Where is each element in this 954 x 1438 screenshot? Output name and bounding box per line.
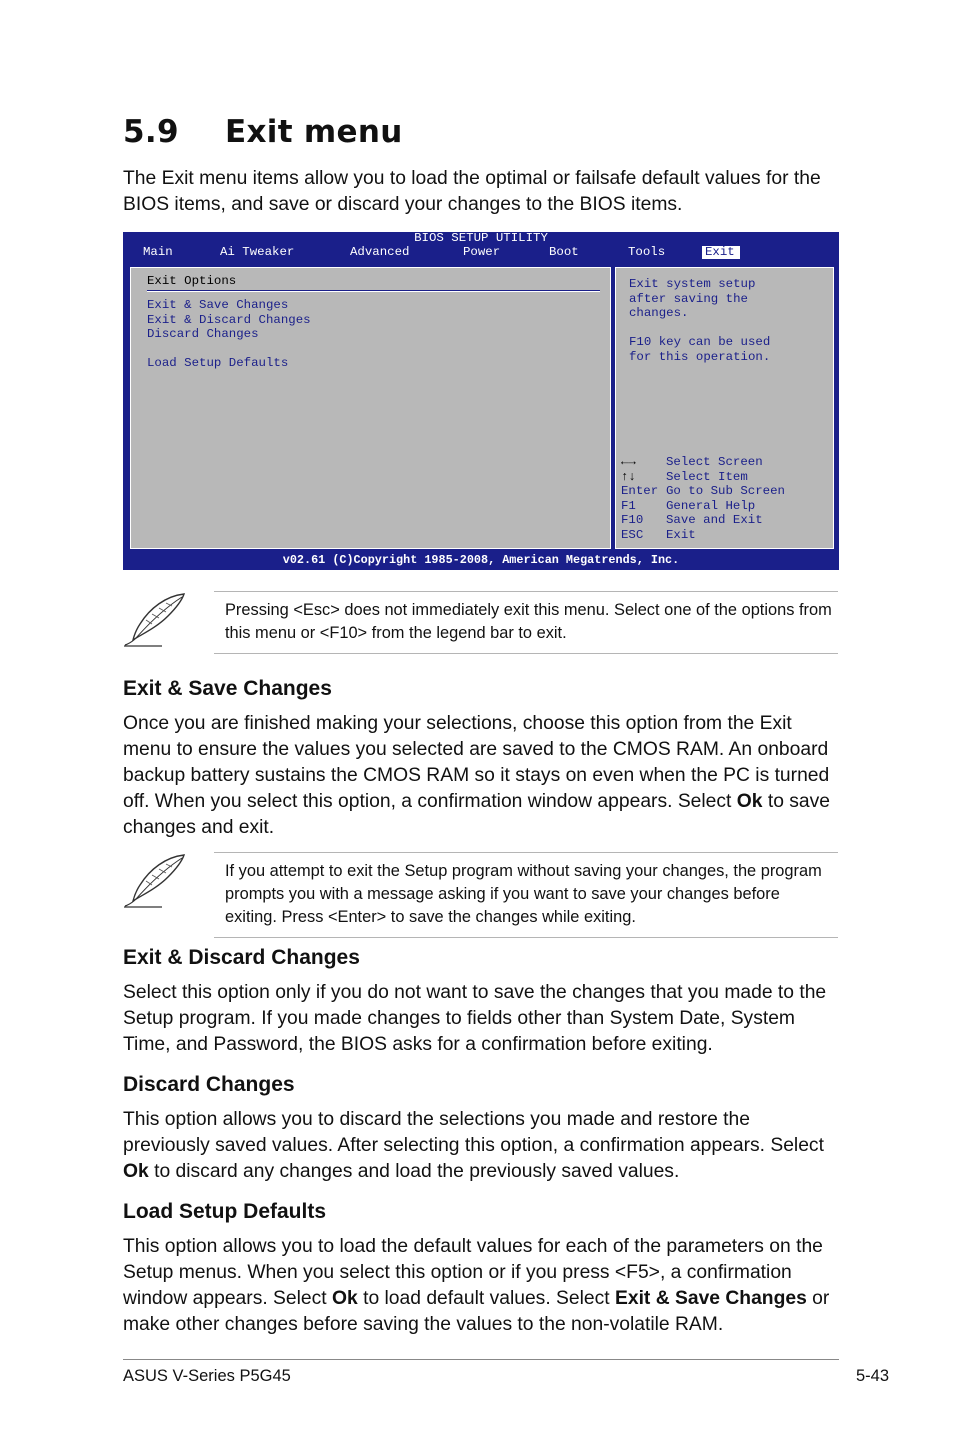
bios-legend-key: ESC — [621, 527, 644, 542]
bios-menubar — [123, 245, 839, 260]
bios-menu-ai-tweaker: Ai Tweaker — [220, 245, 295, 259]
bios-legend-action: General Help — [666, 498, 756, 513]
bios-title: BIOS SETUP UTILITY — [414, 231, 548, 245]
bios-menu-tools: Tools — [628, 245, 666, 259]
note-top-rule — [214, 591, 838, 592]
paragraph-load-defaults: This option allows you to load the default values for each of the parameters on the Setup menus. When you select this option or if you press <F5>, a confirmation window appears. Select Ok to load default values. Select Exit & Save Changes or make other changes before saving the values to the non-volatile RAM. — [123, 1236, 830, 1335]
bios-legend-key: F1 — [621, 498, 636, 513]
arrow-up-down-icon: ↑↓ — [621, 469, 636, 484]
bios-help-line: for this operation. — [629, 349, 771, 364]
footer-rule — [123, 1359, 839, 1360]
heading-exit-save: Exit & Save Changes — [123, 677, 332, 700]
note-feather-icon — [122, 851, 188, 911]
heading-exit-discard: Exit & Discard Changes — [123, 946, 360, 969]
paragraph-exit-save: Once you are finished making your selections, choose this option from the Exit menu to ensure the values you selected are saved to the CMOS RAM. An onboard backup battery sustains the CMOS RAM so it stays on even when the PC is turned off. When you select this option, a confirmation window appears. Select Ok to save changes and exit. — [123, 713, 831, 838]
bios-legend-key: F10 — [621, 513, 644, 527]
note-top-rule — [214, 852, 838, 853]
note-unsaved-exit: If you attempt to exit the Setup program without saving your changes, the program prompts you with a message asking if you want to save your changes before exiting. Press <Enter> to save the changes while exiting. — [225, 862, 822, 926]
bios-menu-boot: Boot — [549, 245, 579, 259]
paragraph-discard: This option allows you to discard the selections you made and restore the previously saved values. After selecting this option, a confirmation appears. Select Ok to discard any changes and load the previously saved values. — [123, 1109, 824, 1182]
bios-menu-main: Main — [143, 245, 173, 259]
heading-load-defaults: Load Setup Defaults — [123, 1200, 327, 1223]
bios-menu-advanced: Advanced — [350, 245, 410, 259]
bios-legend-action: Save and Exit — [666, 513, 763, 527]
footer-product: ASUS V-Series P5G45 — [123, 1367, 291, 1385]
note-bottom-rule — [214, 653, 838, 654]
note-bottom-rule — [214, 937, 838, 938]
bios-option-exit-discard: Exit & Discard Changes — [147, 312, 311, 327]
section-title-text: Exit menu — [225, 114, 403, 150]
note-esc: Pressing <Esc> does not immediately exit this menu. Select one of the options from this menu or <F10> from the legend bar to exit. — [225, 601, 832, 642]
bios-option-discard: Discard Changes — [147, 327, 259, 341]
bios-option-exit-save: Exit & Save Changes — [147, 298, 289, 312]
bios-panel-heading: Exit Options — [147, 274, 237, 288]
bios-menu-power: Power — [463, 245, 501, 259]
bios-help-line: after saving the — [629, 291, 748, 306]
bios-divider — [147, 290, 600, 292]
bios-legend-action: Select Item — [666, 469, 748, 484]
bios-help-line: Exit system setup — [629, 277, 756, 291]
note-feather-icon — [122, 590, 188, 650]
bios-legend-key: Enter — [621, 484, 659, 498]
bios-help-line: changes. — [629, 306, 689, 320]
bios-legend-action: Select Screen — [666, 455, 763, 469]
intro-paragraph: The Exit menu items allow you to load the optimal or failsafe default values for the BIOS items, and save or discard your changes to the BIOS items. — [123, 168, 821, 215]
bios-legend-action: Go to Sub Screen — [666, 484, 785, 498]
section-title — [123, 114, 403, 150]
section-number: 5.9 — [123, 114, 179, 150]
bios-help-panel — [613, 265, 836, 551]
footer-page-number: 5-43 — [855, 1367, 889, 1385]
bios-option-load-defaults: Load Setup Defaults — [147, 356, 289, 370]
bios-screenshot — [123, 232, 839, 570]
bios-options-panel — [128, 265, 613, 551]
bios-legend-action: Exit — [666, 527, 696, 542]
paragraph-exit-discard: Select this option only if you do not want to save the changes that you made to the Setup program. If you made changes to fields other than System Date, System Time, and Password, the BIOS asks for a confirmation before exiting. — [123, 982, 827, 1055]
bios-menu-exit: Exit — [702, 246, 740, 259]
arrow-left-right-icon: ←→ — [621, 455, 636, 469]
bios-help-line: F10 key can be used — [629, 335, 771, 349]
bios-copyright: v02.61 (C)Copyright 1985-2008, American Megatrends, Inc. — [282, 553, 680, 567]
heading-discard: Discard Changes — [123, 1073, 295, 1096]
